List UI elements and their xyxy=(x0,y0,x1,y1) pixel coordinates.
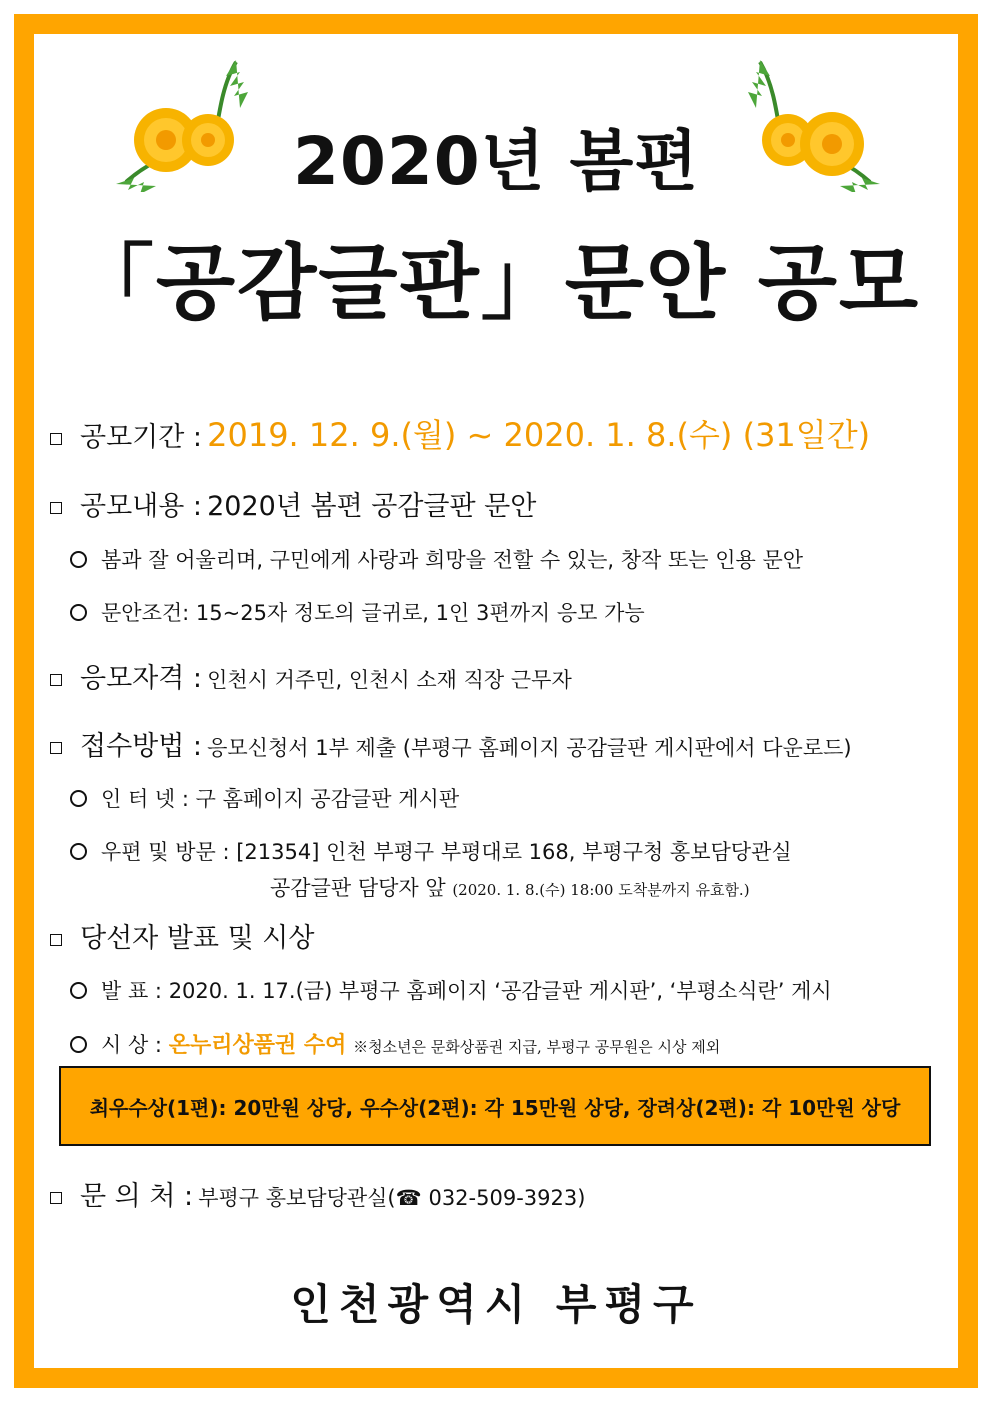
contact-value: 부평구 홍보담당관실(☎ 032-509-3923) xyxy=(198,1186,586,1210)
eligibility-label: 응모자격 : xyxy=(80,663,203,694)
circle-bullet-icon xyxy=(70,982,87,999)
square-bullet-icon xyxy=(50,742,62,754)
circle-bullet-icon xyxy=(70,843,87,860)
announce-value: 2020. 1. 17.(금) 부평구 홈페이지 ‘공감글판 게시판’, ‘부평소식란’ 게시 xyxy=(168,979,832,1003)
internet-row xyxy=(70,783,459,813)
internet-value: 구 홈페이지 공감글판 게시판 xyxy=(195,787,460,811)
award-label: 시 상 : xyxy=(101,1033,162,1057)
announcement-label: 당선자 발표 및 시상 xyxy=(80,923,315,954)
award-row xyxy=(70,1028,720,1059)
mail-note: (2020. 1. 8.(수) 18:00 도착분까지 유효함.) xyxy=(452,881,750,899)
square-bullet-icon xyxy=(50,1192,62,1204)
announcement-row xyxy=(50,916,314,955)
mail-row xyxy=(70,836,792,866)
period-value: 2019. 12. 9.(월) ~ 2020. 1. 8.(수) (31일간) xyxy=(207,416,871,454)
square-bullet-icon xyxy=(50,674,62,686)
contact-row xyxy=(50,1174,585,1213)
contact-label: 문 의 처 : xyxy=(80,1181,194,1212)
period-label: 공모기간 : xyxy=(80,422,203,453)
circle-bullet-icon xyxy=(70,604,87,621)
announce-row xyxy=(70,975,832,1005)
square-bullet-icon xyxy=(50,502,62,514)
period-row xyxy=(50,410,870,456)
mail-value: [21354] 인천 부평구 부평대로 168, 부평구청 홍보담당관실 xyxy=(236,840,792,864)
submission-row xyxy=(50,724,852,763)
content-value: 2020년 봄편 공감글판 문안 xyxy=(207,491,537,522)
mail-row-continued xyxy=(270,872,750,902)
content-item xyxy=(70,544,803,574)
poster-title-line2: 「공감글판」문안 공모 xyxy=(71,236,921,331)
square-bullet-icon xyxy=(50,433,62,445)
square-bullet-icon xyxy=(50,934,62,946)
content-item-text: 문안조건: 15~25자 정도의 글귀로, 1인 3편까지 응모 가능 xyxy=(101,601,645,625)
eligibility-row xyxy=(50,656,572,695)
submission-value: 응모신청서 1부 제출 (부평구 홈페이지 공감글판 게시판에서 다운로드) xyxy=(207,736,852,760)
circle-bullet-icon xyxy=(70,1036,87,1053)
circle-bullet-icon xyxy=(70,790,87,807)
content-item xyxy=(70,597,645,627)
eligibility-value: 인천시 거주민, 인천시 소재 직장 근무자 xyxy=(207,668,572,692)
prize-box xyxy=(59,1066,931,1146)
internet-label: 인 터 넷 : xyxy=(101,787,189,811)
footer-organization: 인천광역시 부평구 xyxy=(290,1280,702,1329)
content-label: 공모내용 : xyxy=(80,491,203,522)
mail-label: 우편 및 방문 : xyxy=(101,840,230,864)
content-row xyxy=(50,484,536,523)
mail-value-2: 공감글판 담당자 앞 xyxy=(270,876,446,900)
circle-bullet-icon xyxy=(70,551,87,568)
content-item-text: 봄과 잘 어울리며, 구민에게 사랑과 희망을 전할 수 있는, 창작 또는 인용 문안 xyxy=(101,548,804,572)
award-note: ※청소년은 문화상품권 지급, 부평구 공무원은 시상 제외 xyxy=(353,1038,721,1056)
poster-title-line1: 2020년 봄편 xyxy=(293,123,699,200)
submission-label: 접수방법 : xyxy=(80,731,203,762)
prize-text: 최우수상(1편): 20만원 상당, 우수상(2편): 각 15만원 상당, 장려상(2편): 각 10만원 상당 xyxy=(89,1095,901,1120)
announce-label: 발 표 : xyxy=(101,979,162,1003)
award-value: 온누리상품권 수여 xyxy=(168,1033,347,1058)
